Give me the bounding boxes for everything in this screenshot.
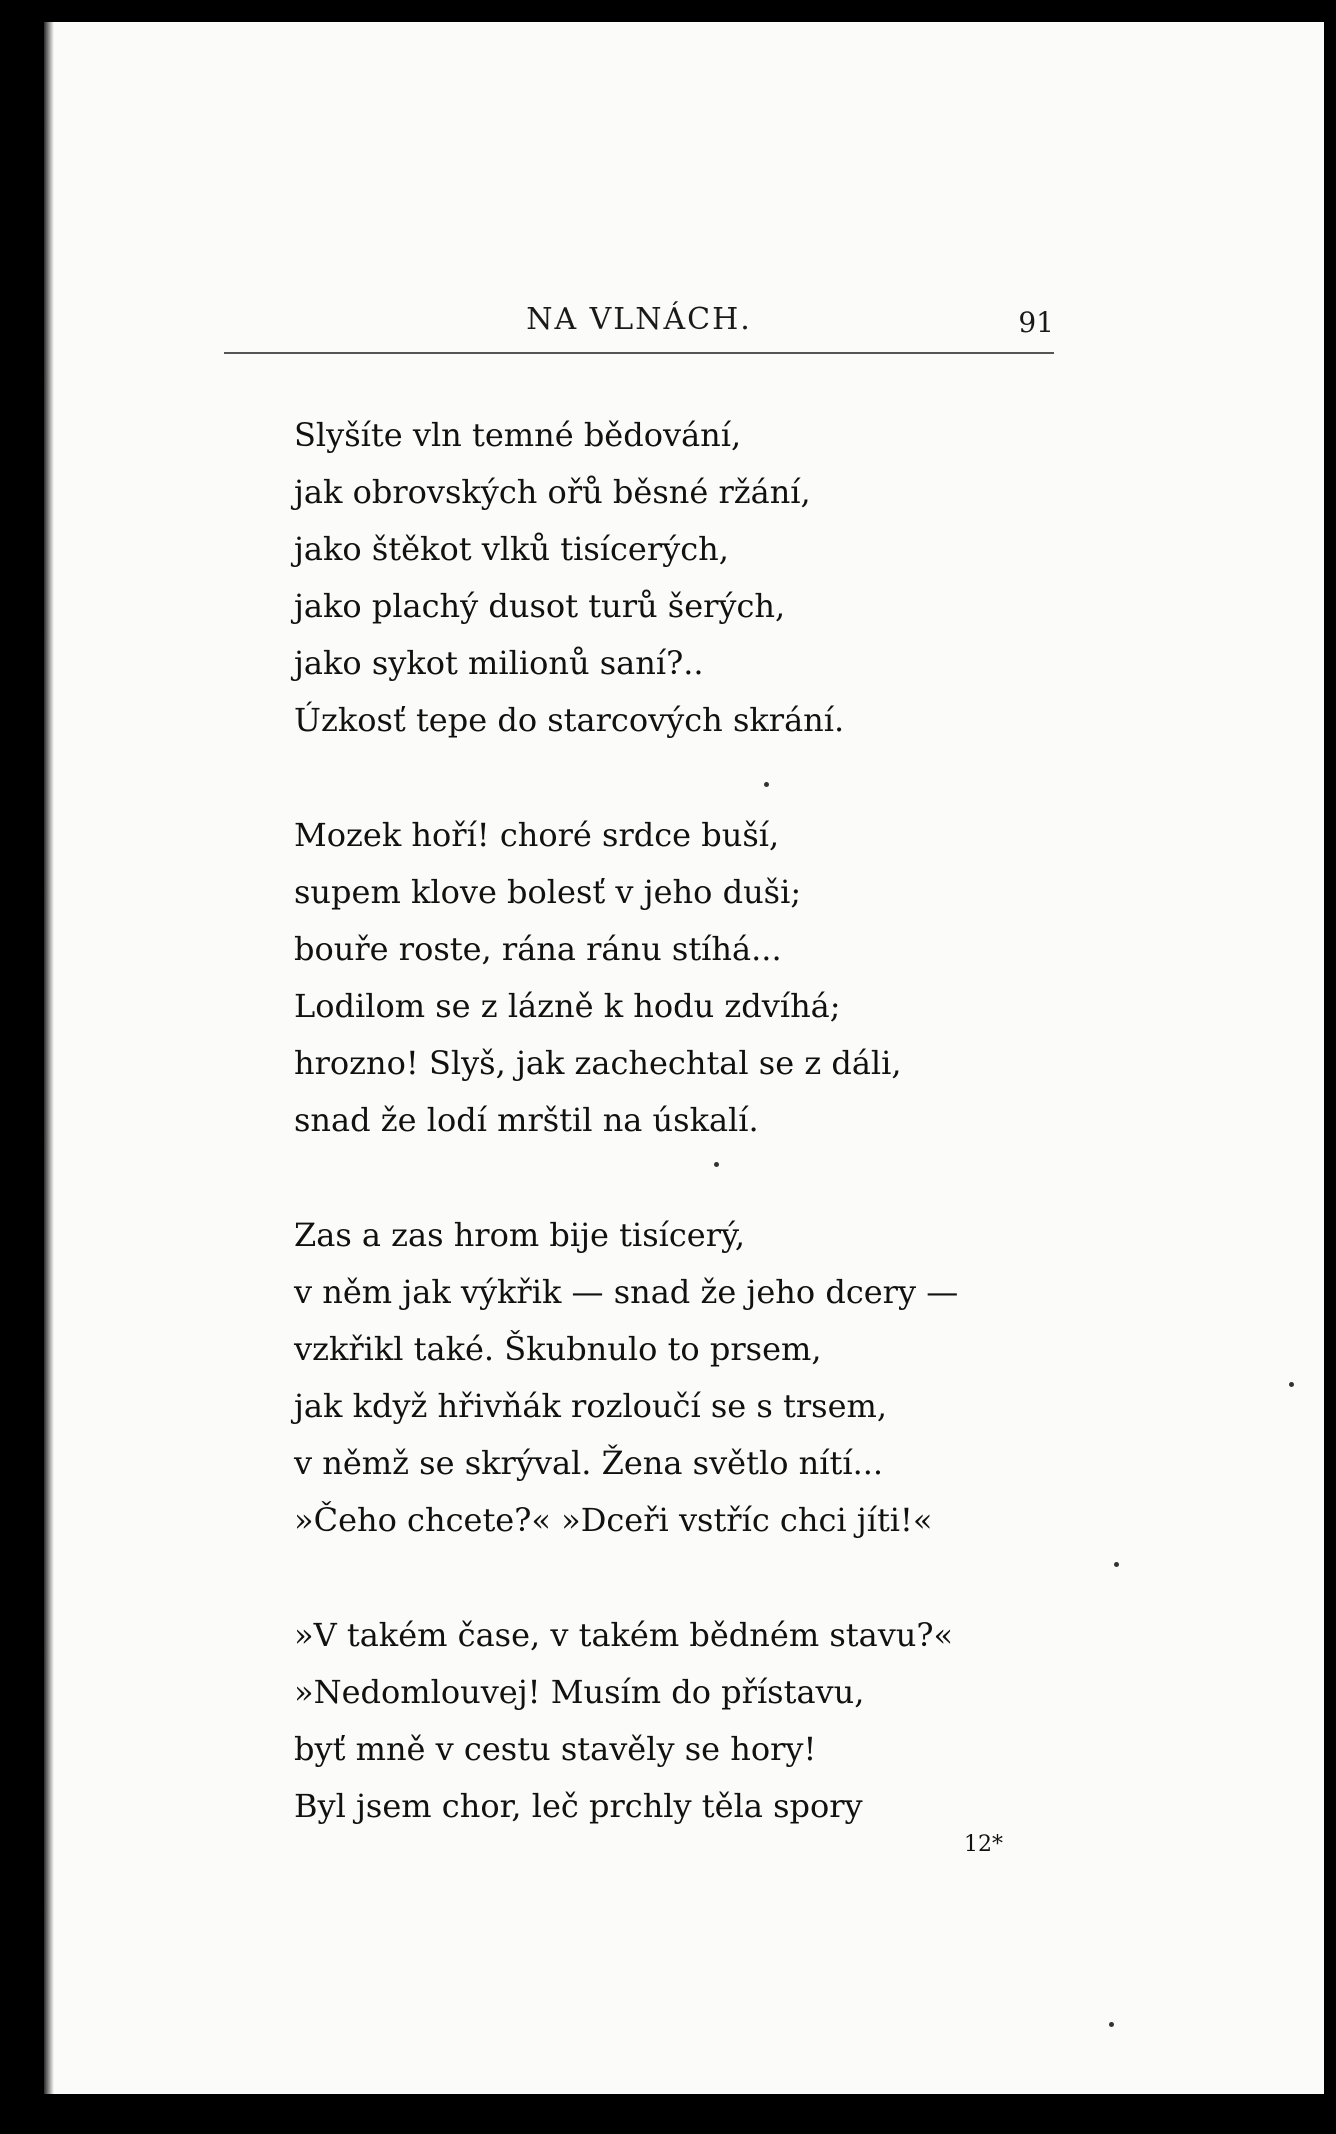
- poem-line: »V takém čase, v takém bědném stavu?«: [294, 1616, 954, 1654]
- poem-line: Byl jsem chor, leč prchly těla spory: [294, 1787, 863, 1825]
- poem-line: jako sykot milionů saní?..: [294, 644, 704, 682]
- poem-line: Zas a zas hrom bije tisícerý,: [294, 1216, 746, 1254]
- poem-line: bouře roste, rána ránu stíhá...: [294, 930, 782, 968]
- poem-line: Slyšíte vln temné bědování,: [294, 416, 742, 454]
- poem-line: supem klove bolesť v jeho duši;: [294, 873, 802, 911]
- poem-line: hrozno! Slyš, jak zachechtal se z dáli,: [294, 1044, 902, 1082]
- poem-line: Lodilom se z lázně k hodu zdvíhá;: [294, 987, 841, 1025]
- poem-line: jak když hřivňák rozloučí se s trsem,: [294, 1387, 888, 1425]
- page-header: [224, 302, 1054, 350]
- print-speck: [714, 1162, 719, 1167]
- page-number: 91: [1018, 306, 1054, 339]
- poem-line: snad že lodí mrštil na úskalí.: [294, 1101, 759, 1139]
- poem-line: v něm jak výkřik — snad že jeho dcery —: [294, 1273, 959, 1311]
- poem-line: byť mně v cestu stavěly se hory!: [294, 1730, 817, 1768]
- poem-line: jako štěkot vlků tisícerých,: [294, 530, 729, 568]
- stanza-4: [294, 1607, 1114, 1835]
- poem-line: vzkřikl také. Škubnulo to prsem,: [294, 1330, 822, 1368]
- poem-line: »Čeho chcete?« »Dceři vstříc chci jíti!«: [294, 1501, 933, 1539]
- book-page: [44, 22, 1324, 2094]
- poem-line: jako plachý dusot turů šerých,: [294, 587, 786, 625]
- print-speck: [1109, 2022, 1114, 2027]
- poem-line: v němž se skrýval. Žena světlo nítí...: [294, 1444, 884, 1482]
- poem-body: [294, 407, 1114, 1893]
- running-title: NA VLNÁCH.: [526, 302, 752, 337]
- page-edge-shadow: [44, 22, 54, 2094]
- print-speck: [1114, 1562, 1119, 1567]
- signature-mark: 12*: [964, 1832, 1003, 1857]
- poem-line: »Nedomlouvej! Musím do přístavu,: [294, 1673, 865, 1711]
- stanza-1: [294, 407, 1114, 749]
- stanza-3: [294, 1207, 1114, 1549]
- print-speck: [764, 782, 769, 787]
- stanza-2: [294, 807, 1114, 1149]
- poem-line: Úzkosť tepe do starcových skrání.: [294, 701, 845, 739]
- poem-line: Mozek hoří! choré srdce buší,: [294, 816, 780, 854]
- header-rule: [224, 352, 1054, 354]
- poem-line: jak obrovských ořů běsné ržání,: [294, 473, 811, 511]
- print-speck: [1289, 1382, 1294, 1387]
